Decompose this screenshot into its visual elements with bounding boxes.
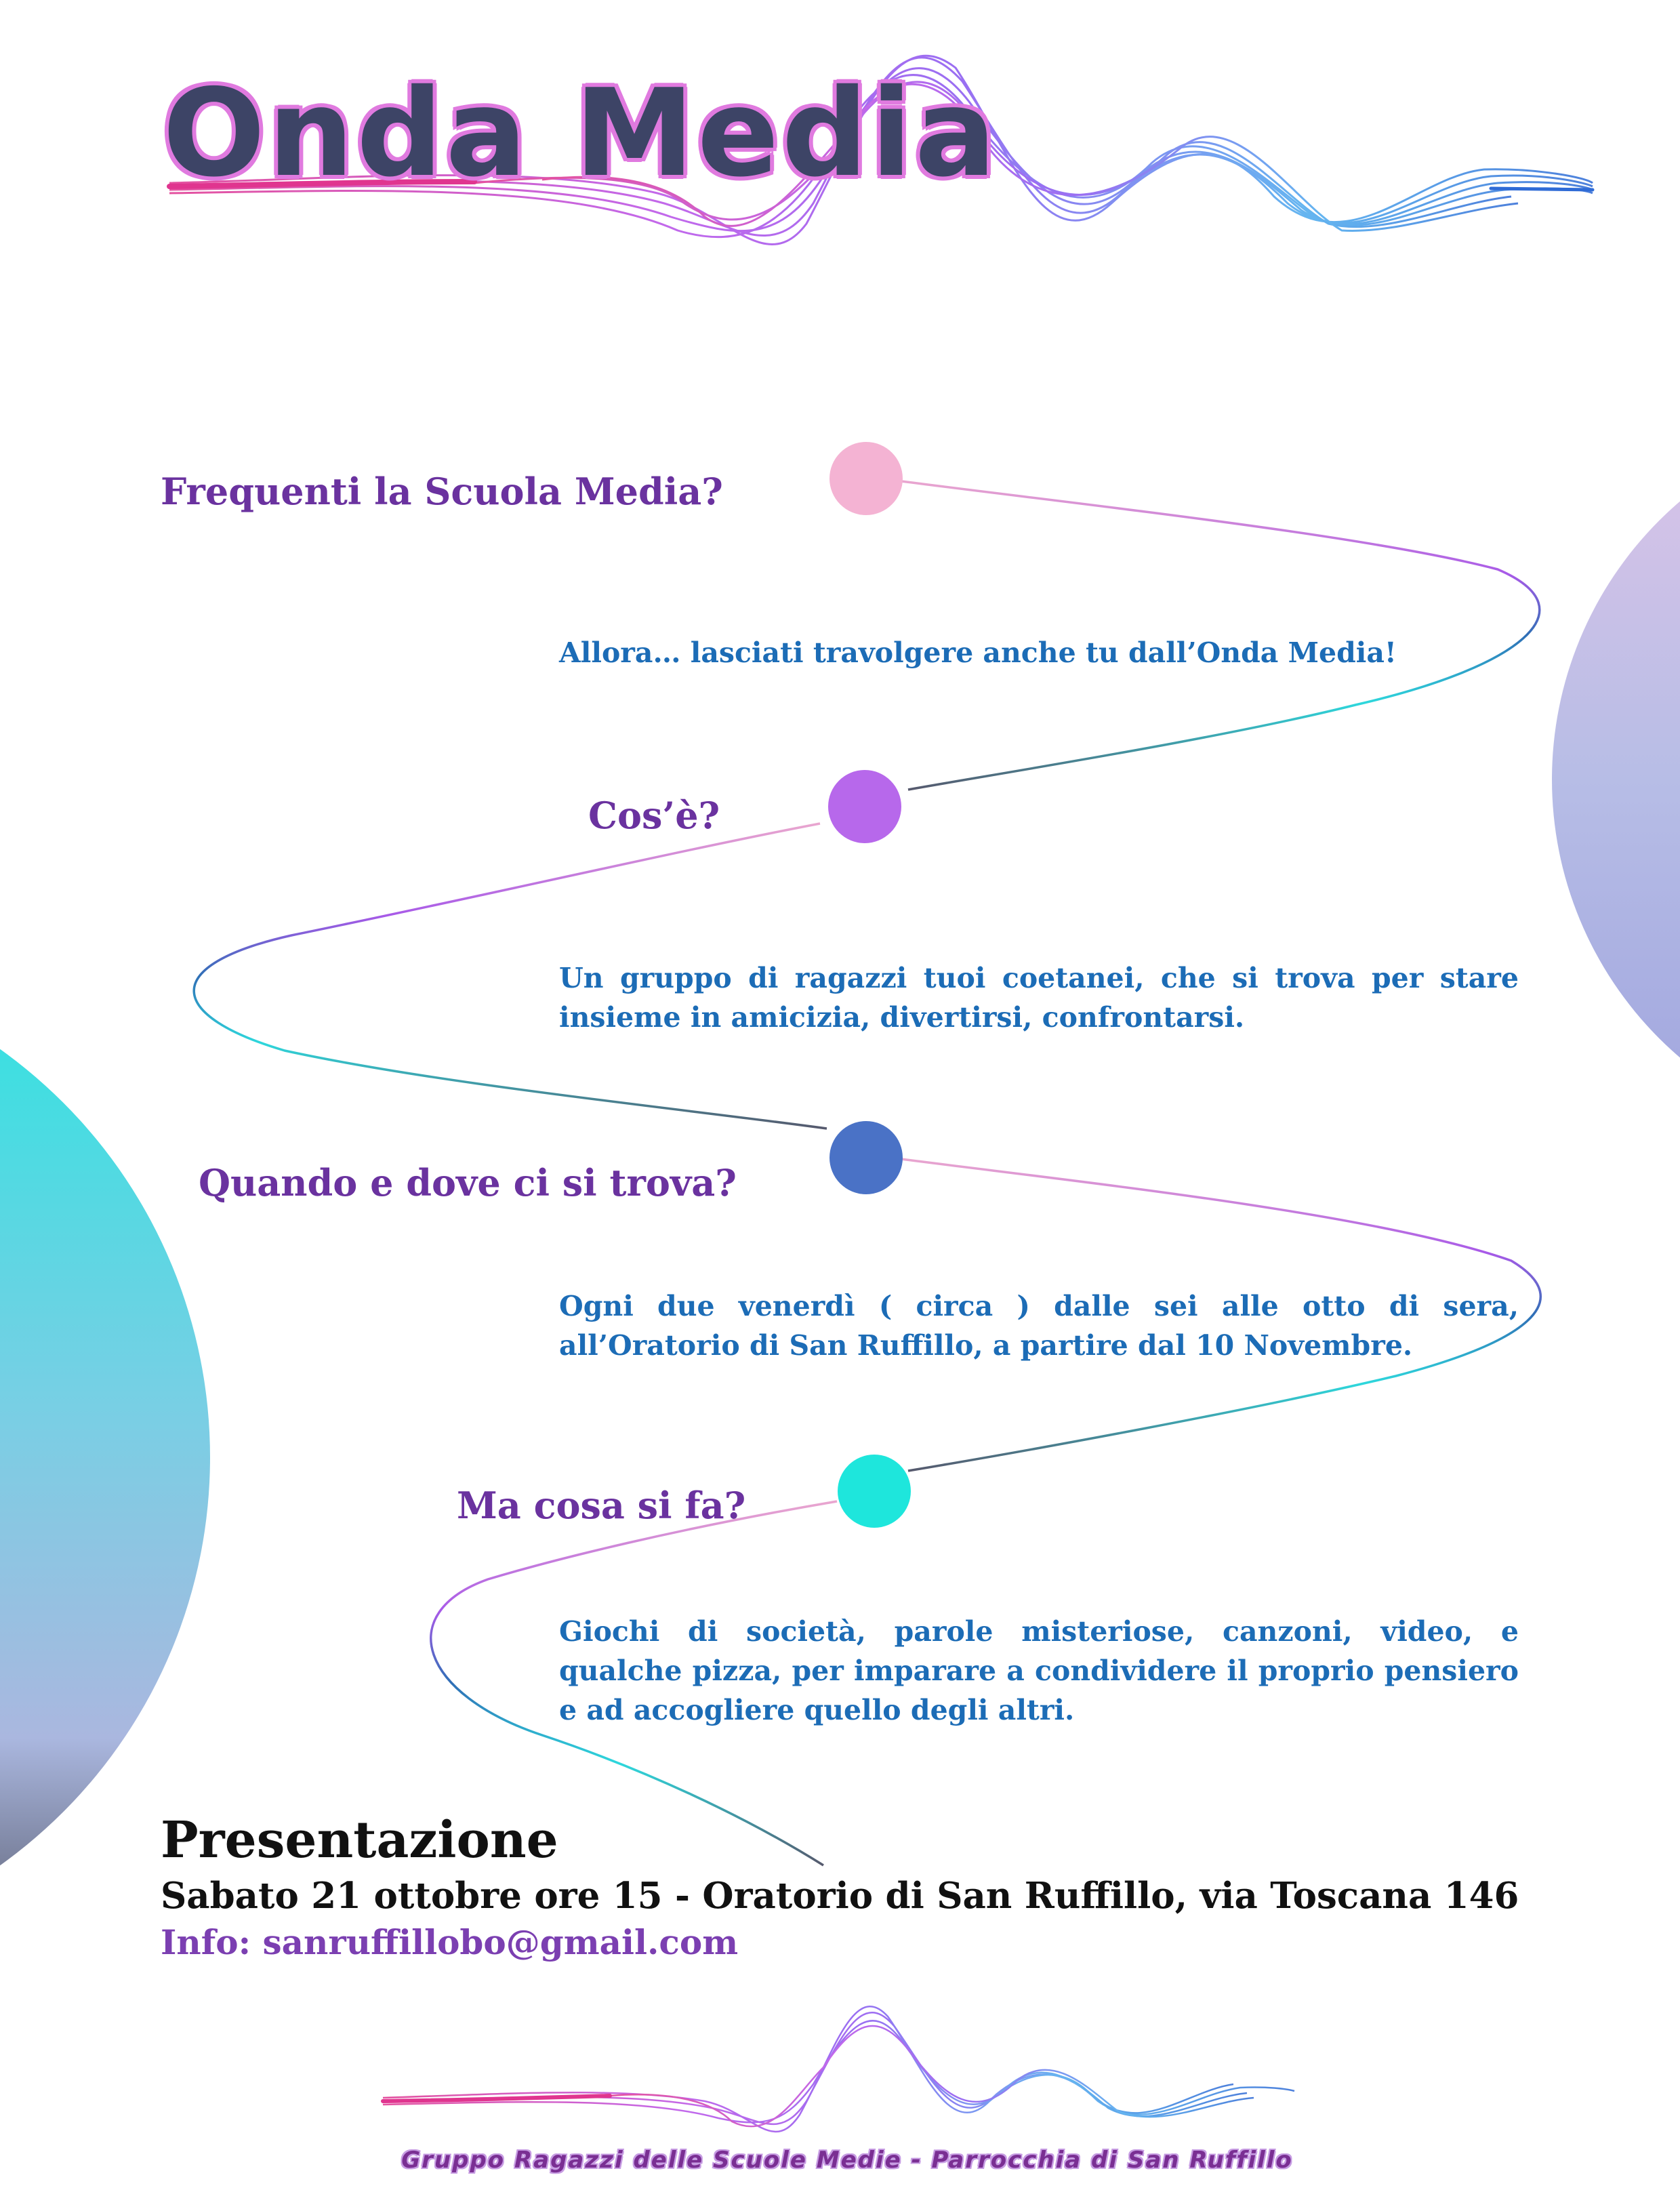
footer-text: Gruppo Ragazzi delle Scuole Medie - Parrocchia di San Ruffillo xyxy=(401,2147,1293,2174)
answer-4: Giochi di società, parole misteriose, canzoni, video, e qualche pizza, per imparare a condividere il proprio pensiero e ad accogliere quello degli altri. xyxy=(559,1615,1519,1726)
footer-wave-graphic xyxy=(383,2006,1294,2132)
section-dot-2 xyxy=(828,770,901,843)
answer-1: Allora… lasciati travolgere anche tu dall’Onda Media! xyxy=(559,636,1397,669)
question-1: Frequenti la Scuola Media? xyxy=(161,470,723,513)
section-dot-1 xyxy=(829,442,903,515)
question-4: Ma cosa si fa? xyxy=(457,1484,746,1527)
section-dot-3 xyxy=(829,1121,903,1194)
section-dot-4 xyxy=(838,1455,911,1528)
contact-info: Info: sanruffillobo@gmail.com xyxy=(161,1922,739,1962)
question-2: Cos’è? xyxy=(588,794,720,837)
presentation-details: Sabato 21 ottobre ore 15 - Oratorio di San Ruffillo, via Toscana 146 xyxy=(161,1875,1519,1917)
header-wave-blue-line xyxy=(1491,188,1593,190)
left-decor-circle xyxy=(0,956,210,1959)
answer-3: Ogni due venerdì ( circa ) dalle sei alle otto di sera, all’Oratorio di San Ruffillo, a partire dal 10 Novembre. xyxy=(559,1290,1519,1362)
right-decor-circle xyxy=(1552,413,1680,1145)
answer-2: Un gruppo di ragazzi tuoi coetanei, che si trova per stare insieme in amicizia, divertirsi, confrontarsi. xyxy=(559,962,1519,1034)
page-title: Onda Media xyxy=(163,63,999,203)
question-3: Quando e dove ci si trova? xyxy=(199,1161,737,1204)
presentation-title: Presentazione xyxy=(161,1811,558,1869)
